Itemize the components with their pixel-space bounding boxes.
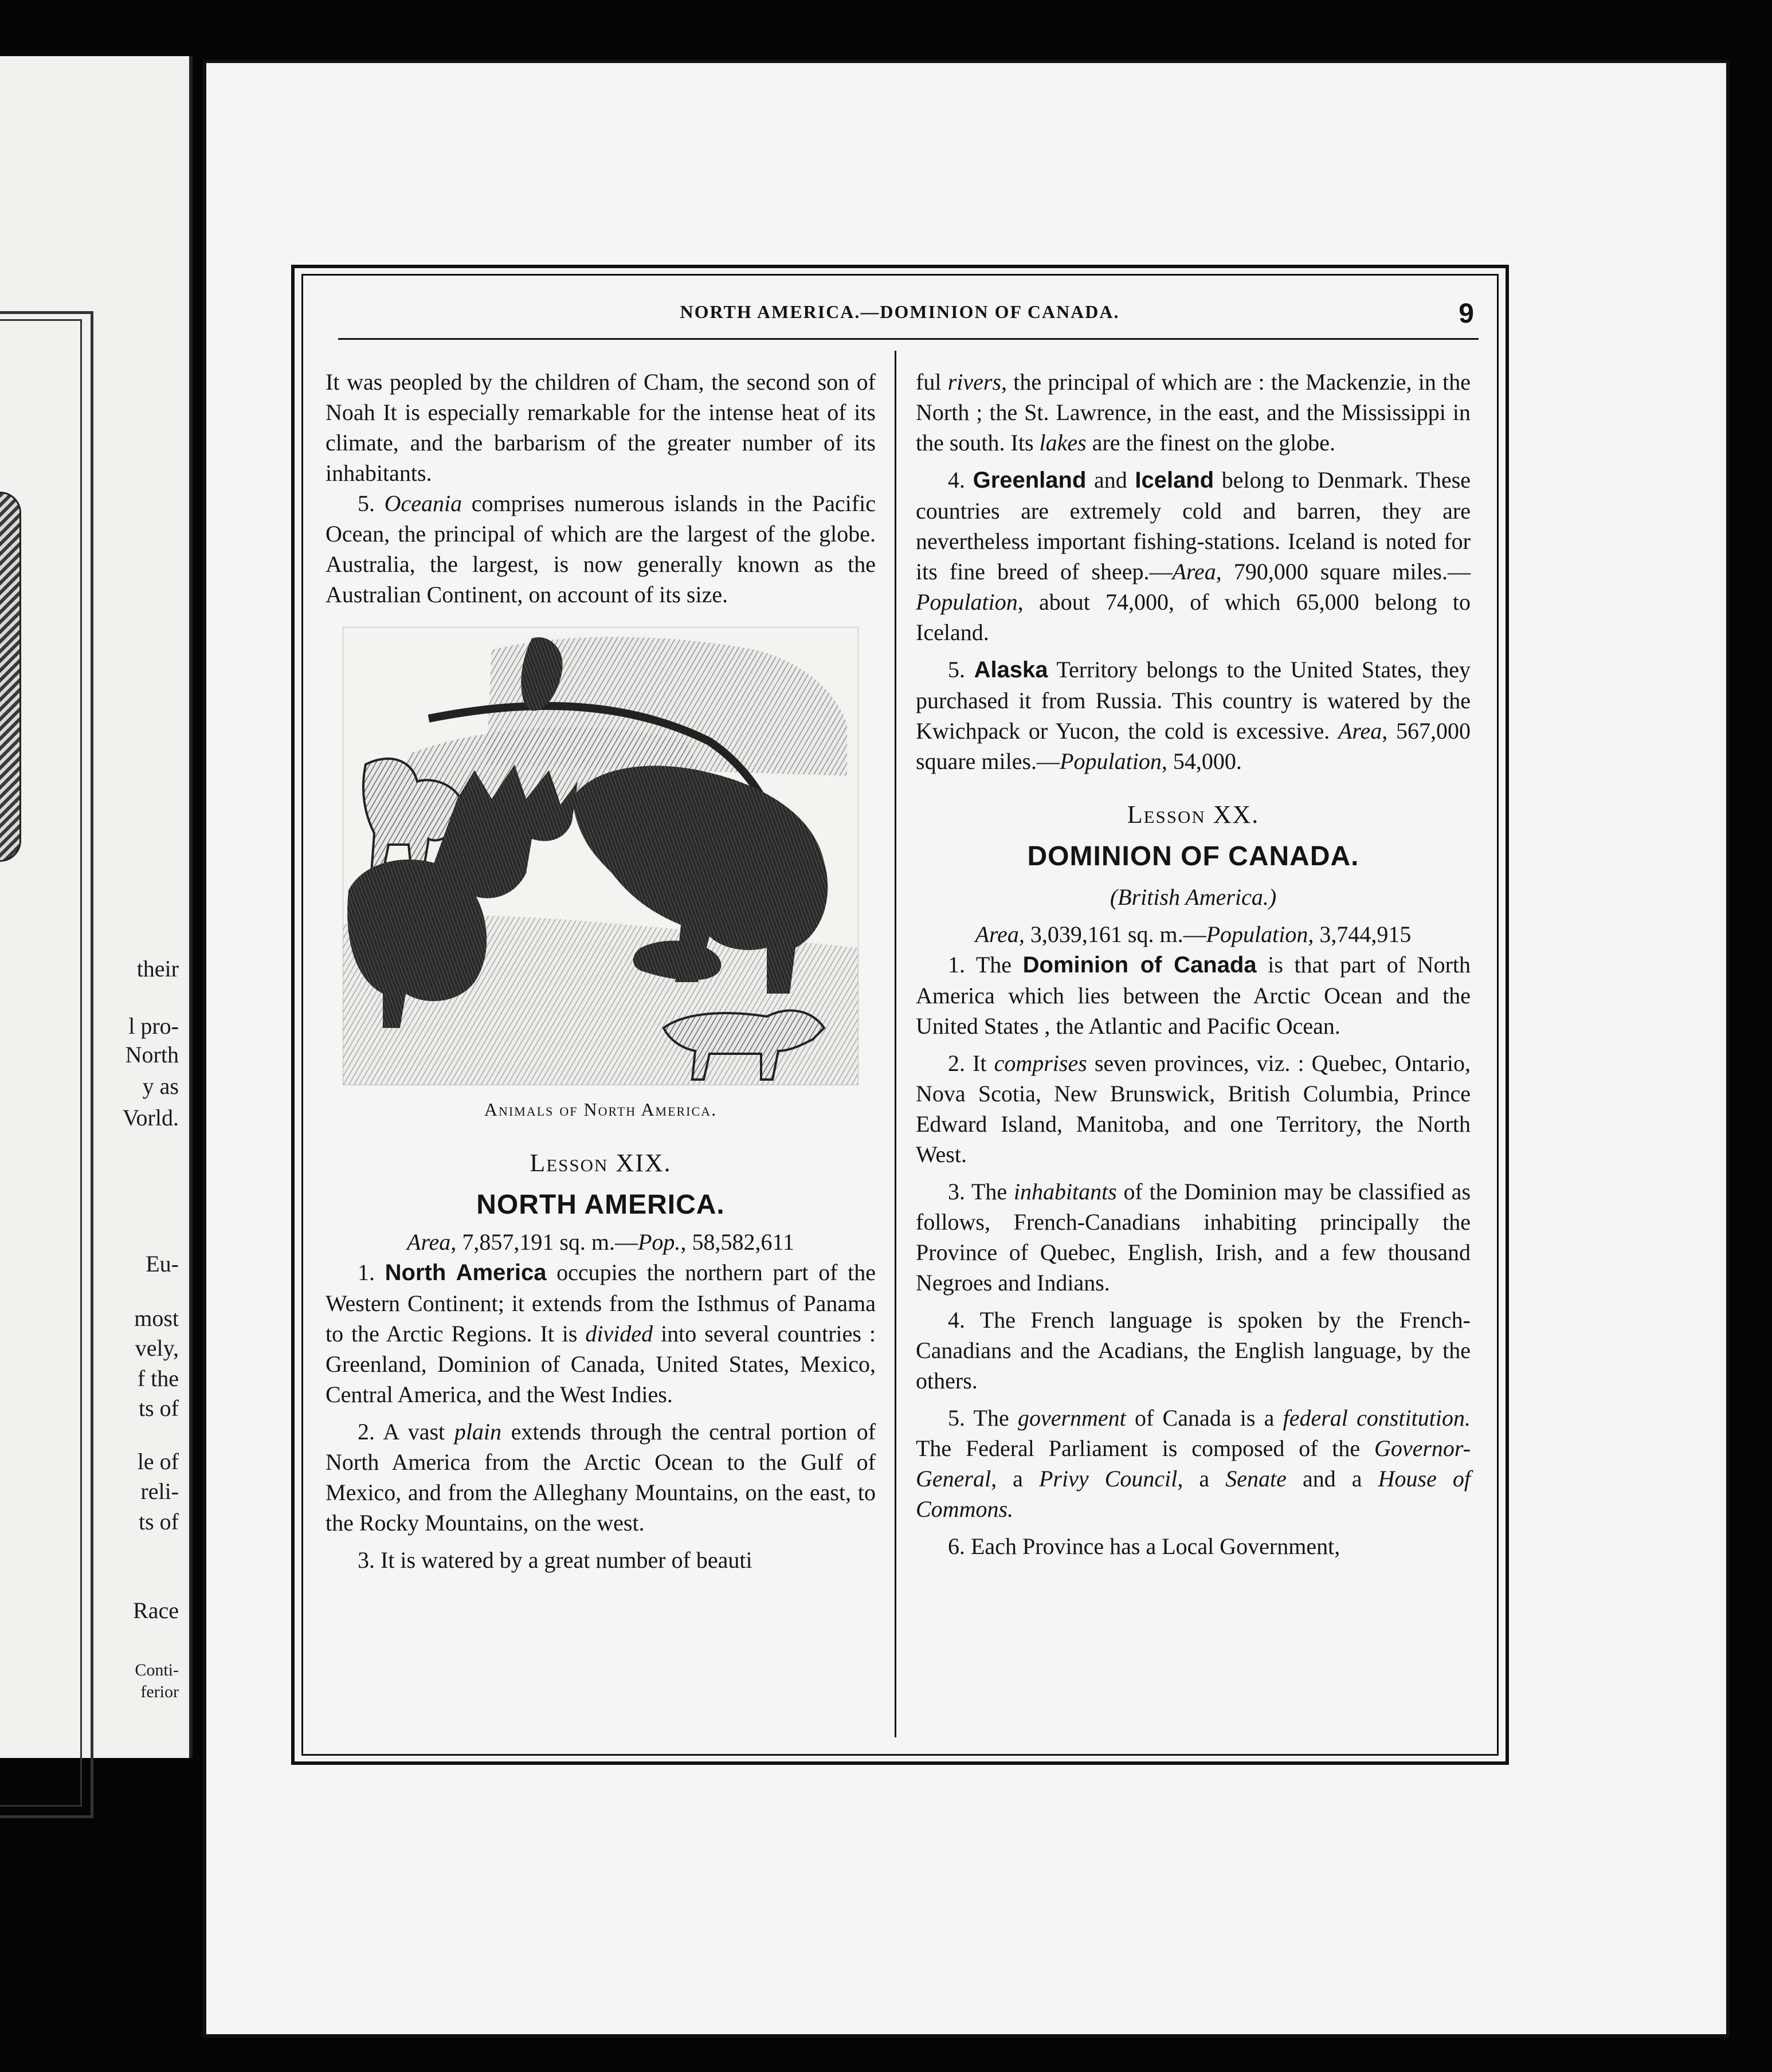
canada-paragraph-3	[916, 1176, 1471, 1298]
paragraph-text: belong to Denmark. These countries are extremely cold and barren, they are nevertheless important fishing-stations. Iceland is noted for its fine breed of sheep.—	[916, 467, 1471, 584]
paragraph-text: are the finest on the globe.	[1092, 430, 1336, 456]
rivers-continuation	[916, 367, 1471, 458]
running-head	[309, 298, 1490, 332]
paragraph-text: The Federal Parliament is composed of the	[916, 1435, 1361, 1461]
pop-label: Population,	[1206, 921, 1314, 947]
paragraph-text: , about 74,000, of which 65,000 belong to Iceland.	[916, 589, 1471, 645]
lesson-title: NORTH AMERICA.	[476, 1190, 725, 1220]
pop-label: Pop.,	[638, 1229, 687, 1255]
italic-term: Area	[1172, 559, 1216, 584]
italic-term: comprises	[994, 1050, 1087, 1076]
paragraph-text: 2. It	[948, 1050, 987, 1076]
paragraph-text: 1. The	[948, 952, 1012, 978]
oceania-paragraph	[326, 488, 876, 610]
paragraph-text: and	[1094, 467, 1127, 493]
header-rule	[338, 338, 1479, 340]
animals-engraving	[343, 627, 858, 1085]
italic-term: Privy Council	[1038, 1466, 1178, 1492]
left-fragment: f the	[137, 1365, 179, 1391]
left-fragment: Eu-	[146, 1251, 179, 1277]
left-column	[326, 367, 876, 1575]
column-rule	[895, 351, 896, 1737]
left-adjacent-page	[0, 56, 193, 1758]
italic-term: Senate	[1225, 1466, 1287, 1492]
paragraph-3: 3. It is watered by a great number of beauti	[358, 1547, 752, 1573]
paragraph-5	[916, 654, 1471, 776]
lesson-label: Lesson XIX.	[530, 1149, 672, 1177]
paragraph-text: ful	[916, 369, 942, 395]
pop-value: 58,582,611	[692, 1229, 794, 1255]
paragraph-text: 5. The	[948, 1405, 1009, 1431]
paragraph-text: 2. A vast	[358, 1419, 445, 1445]
paragraph-text: of the Dominion may be classified as follows, French-Canadians inhabiting principally the Province of Quebec, English, Irish, and a few thousand Negroes and Indians.	[916, 1179, 1471, 1296]
canada-paragraph-5	[916, 1403, 1471, 1524]
left-fragment: Vorld.	[122, 1105, 179, 1131]
running-title: NORTH AMERICA.—DOMINION OF CANADA.	[680, 301, 1120, 322]
stats-line	[916, 919, 1471, 949]
paragraph-1	[326, 1257, 876, 1410]
italic-term: federal constitution.	[1283, 1405, 1471, 1431]
left-fragment: ts of	[139, 1509, 179, 1535]
paragraph-text: , the principal of which are : the Mackenzie, in the North ; the St. Lawrence, in the east, and the Mississippi in the south. Its	[916, 369, 1471, 456]
paragraph-text: into several countries : Greenland, Dominion of Canada, United States, Mexico, Central America, and the West Indies.	[326, 1321, 876, 1407]
paragraph-text: seven provinces, viz. : Quebec, Ontario, Nova Scotia, New Brunswick, British Columbia, Prince Edward Island, Manitoba, and one Territory, the North West.	[916, 1050, 1471, 1167]
paragraph-text: , 567,000 square miles.—	[916, 718, 1471, 774]
image-caption: Animals of North America.	[484, 1099, 718, 1120]
oceania-text: comprises numerous islands in the Pacific Ocean, the principal of which are the largest of the globe. Australia, the largest, is now generally known as the Australian Continent, on account of its size.	[326, 490, 876, 607]
paragraph-text: and a	[1302, 1466, 1362, 1492]
canada-paragraph-2	[916, 1048, 1471, 1170]
para-number: 1.	[358, 1259, 375, 1285]
lesson-title: DOMINION OF CANADA.	[1027, 841, 1359, 872]
para-number: 5.	[358, 490, 375, 516]
left-fragment: l pro-	[128, 1013, 179, 1039]
left-fragment: ts of	[139, 1395, 179, 1421]
dominion-term: Dominion of Canada	[1022, 952, 1257, 978]
left-fragment: their	[136, 956, 179, 982]
oceania-term: Oceania	[384, 490, 462, 516]
left-fragment: most	[134, 1305, 179, 1331]
area-label: Area,	[407, 1229, 457, 1255]
paragraph-text: , 54,000.	[1161, 748, 1242, 774]
left-fragment: y as	[142, 1073, 179, 1099]
paragraph-text: of Canada is a	[1135, 1405, 1275, 1431]
iceland-term: Iceland	[1135, 468, 1214, 493]
italic-term: lakes	[1039, 430, 1087, 456]
stats-line	[326, 1227, 876, 1257]
paragraph-text: extends through the central portion of North America from the Arctic Ocean to the Gulf of Mexico, and from the Alleghany Mountains, on the east, to the Rocky Mountains, on the west.	[326, 1419, 876, 1536]
italic-term: Population	[916, 589, 1018, 615]
paragraph-text: 3. The	[948, 1179, 1007, 1204]
left-page-engraving-fragment	[0, 492, 21, 862]
paragraph-text: Territory belongs to the United States, they purchased it from Russia. This country is watered by the Kwichpack or Yucon, the cold is excessive.	[916, 657, 1471, 744]
area-value: 7,857,191 sq. m.—	[462, 1229, 638, 1255]
canada-paragraph-6: 6. Each Province has a Local Government,	[948, 1533, 1340, 1559]
right-column	[916, 367, 1471, 1561]
greenland-term: Greenland	[973, 468, 1087, 493]
area-label: Area,	[975, 921, 1025, 947]
paragraph-text: occupies the northern part of the Western Continent; it extends from the Isthmus of Panama to the Arctic Regions. It is	[326, 1259, 876, 1347]
italic-term: divided	[585, 1321, 653, 1347]
left-fragment: vely,	[135, 1335, 179, 1361]
left-fragment: reli-	[140, 1478, 179, 1504]
paragraph-text: is that part of North America which lies between the Arctic Ocean and the United States , the Atlantic and Pacific Ocean.	[916, 952, 1471, 1039]
italic-term: plain	[454, 1419, 502, 1445]
paragraph-text: , a	[1177, 1466, 1210, 1492]
pop-value: 3,744,915	[1319, 921, 1412, 947]
italic-term: Area	[1338, 718, 1382, 744]
north-america-term: North America	[385, 1260, 547, 1285]
left-fragment: ferior	[140, 1682, 179, 1701]
area-value: 3,039,161 sq. m.—	[1030, 921, 1206, 947]
page-number: 9	[1459, 299, 1474, 329]
canada-paragraph-1	[916, 949, 1471, 1041]
left-fragment: Conti-	[135, 1661, 179, 1679]
lesson-label: Lesson XX.	[1127, 800, 1260, 829]
left-fragment: North	[125, 1042, 179, 1068]
paragraph-text: , 790,000 square miles.—	[1216, 559, 1471, 584]
lesson-subtitle: (British America.)	[1110, 884, 1277, 910]
italic-term: House of Commons.	[916, 1466, 1471, 1522]
para-number: 4.	[948, 467, 965, 493]
italic-term: Governor-General	[916, 1435, 1471, 1492]
italic-term: government	[1017, 1405, 1126, 1431]
paragraph-4	[916, 465, 1471, 647]
italic-term: inhabitants	[1013, 1179, 1117, 1204]
left-fragment: le of	[137, 1449, 179, 1474]
para-number: 5.	[948, 657, 965, 682]
italic-term: rivers	[947, 369, 1002, 395]
italic-term: Population	[1060, 748, 1162, 774]
paragraph-2	[326, 1416, 876, 1538]
paragraph-text: , a	[991, 1466, 1023, 1492]
canada-paragraph-4: 4. The French language is spoken by the French-Canadians and the Acadians, the English language, by the others.	[916, 1307, 1471, 1394]
alaska-term: Alaska	[974, 657, 1048, 682]
intro-paragraph: It was peopled by the children of Cham, the second son of Noah It is especially remarkable for the intense heat of its climate, and the barbarism of the greater number of its inhabitants.	[326, 369, 876, 486]
left-fragment: Race	[133, 1598, 179, 1623]
